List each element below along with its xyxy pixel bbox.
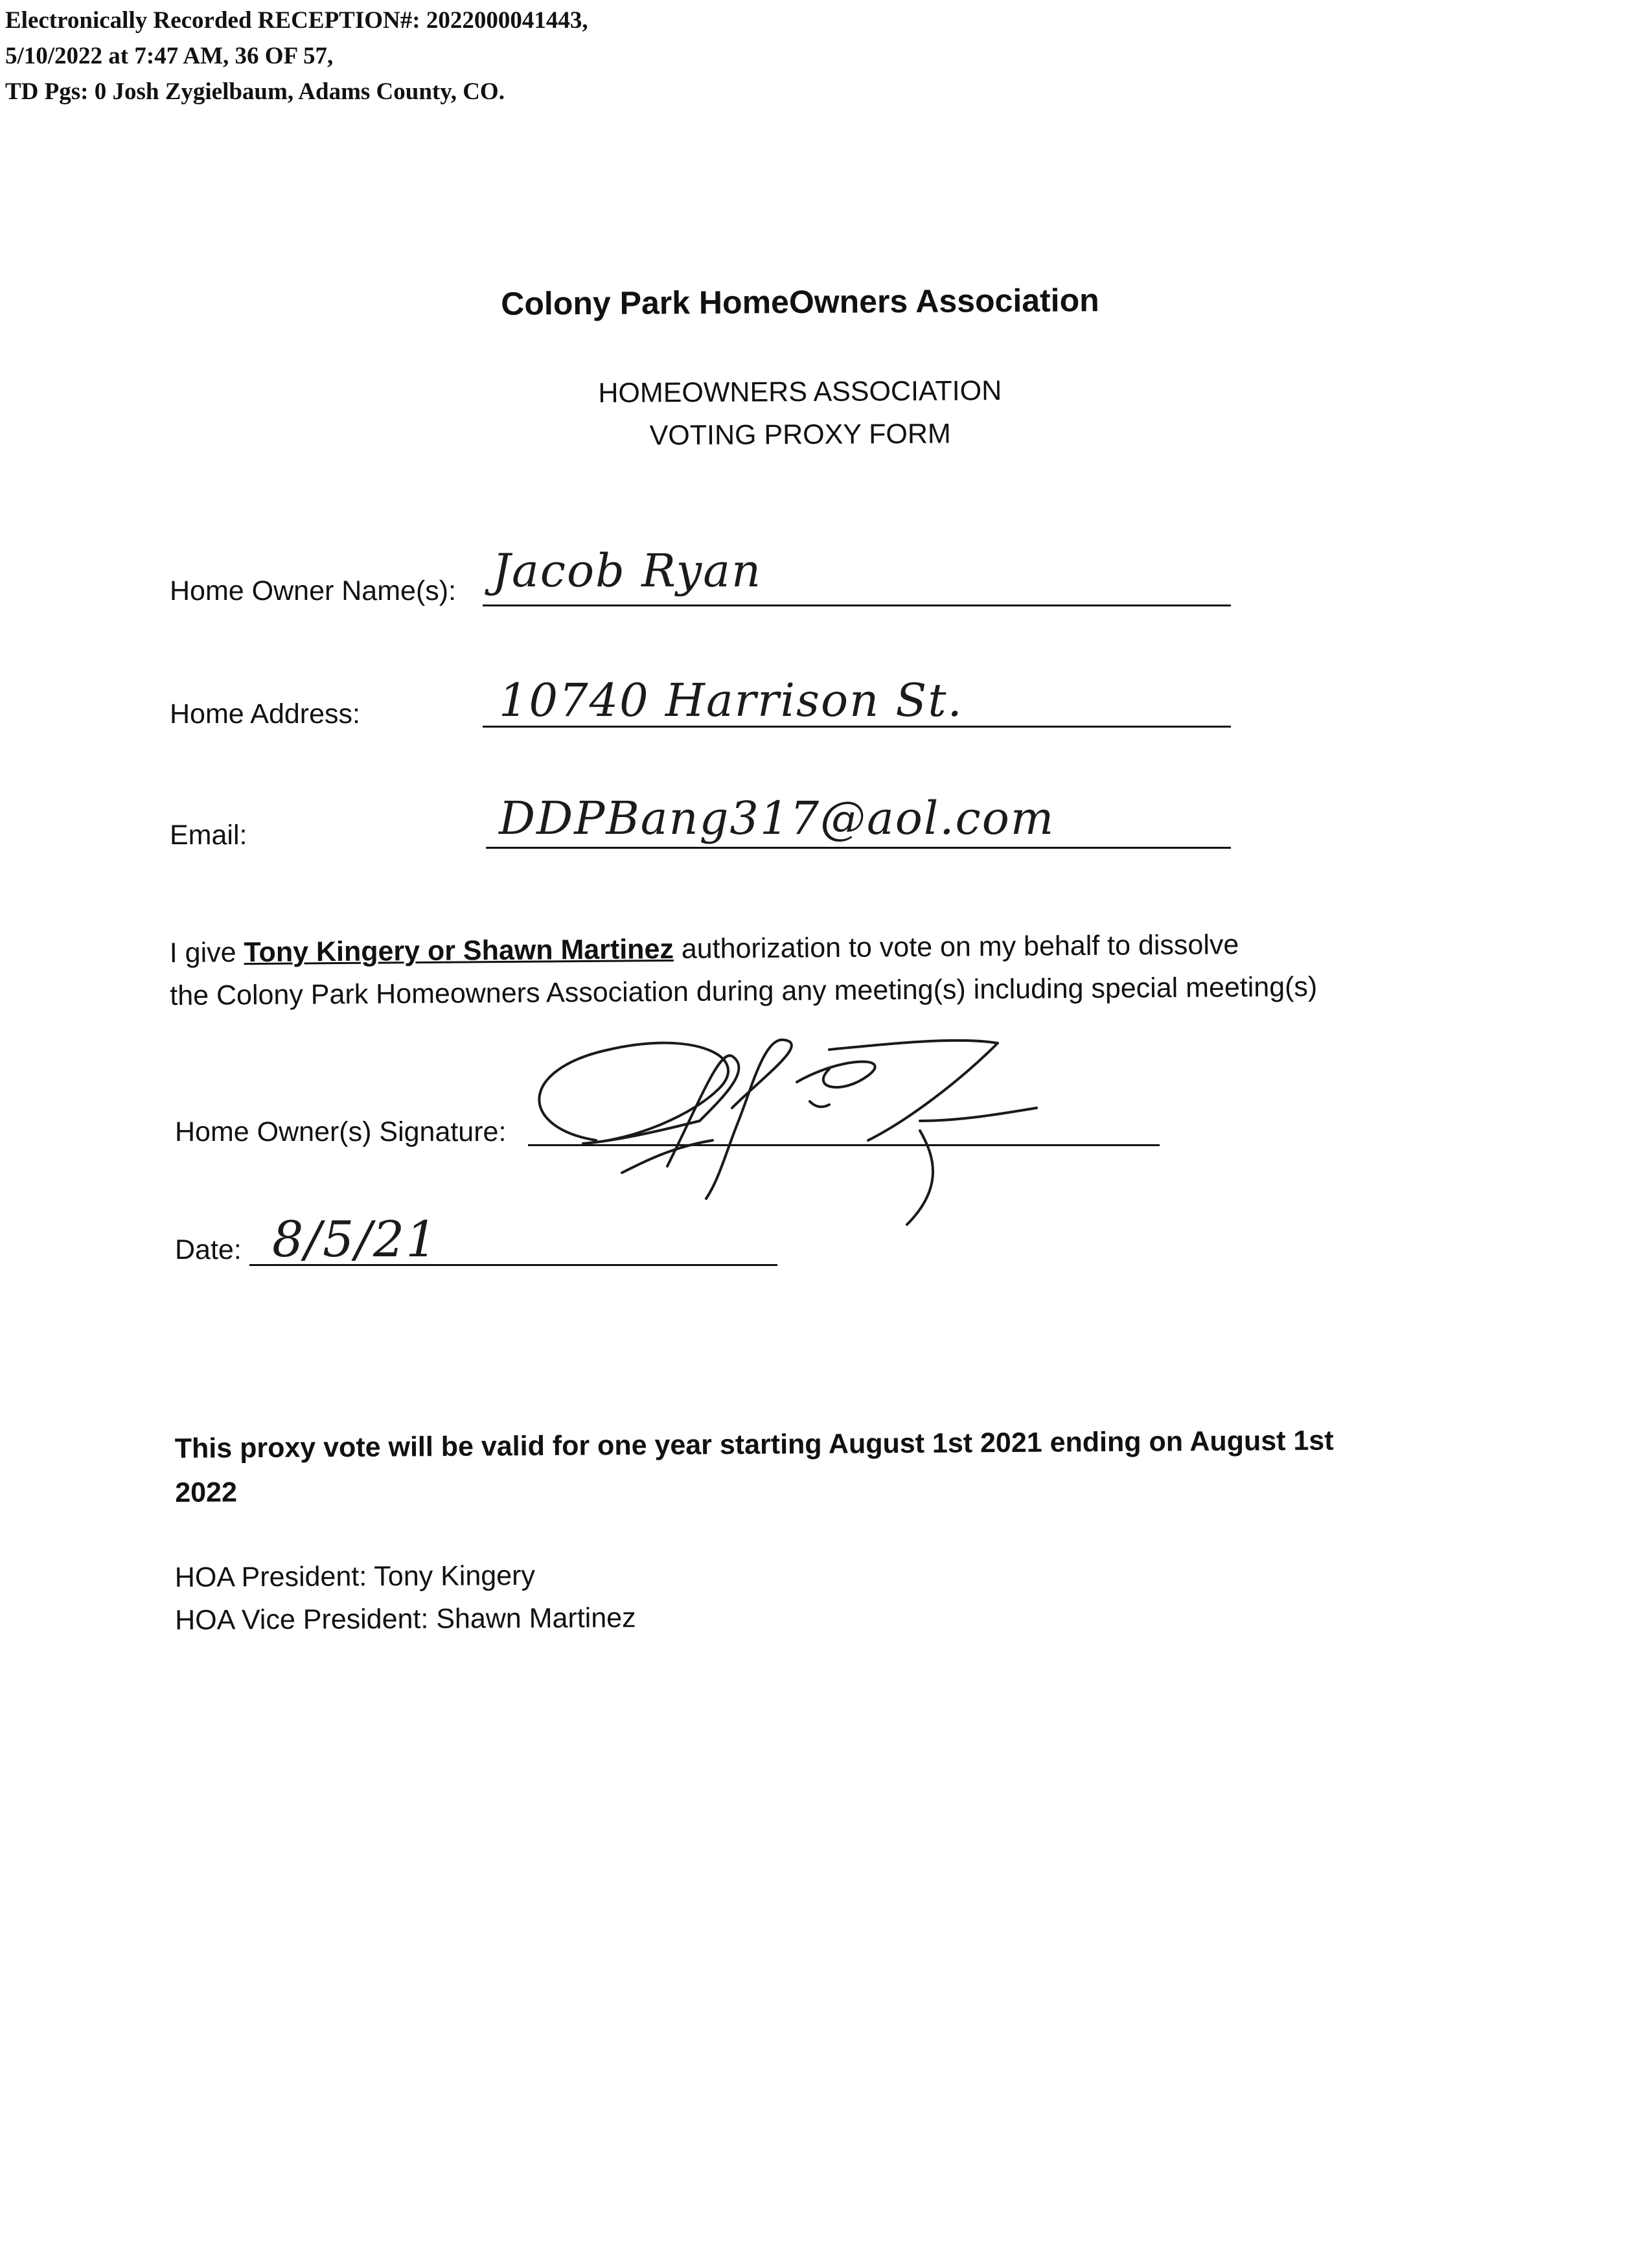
authorization-paragraph <box>170 921 1498 1017</box>
hoa-vice-president: HOA Vice President: Shawn Martinez <box>175 1602 636 1636</box>
hoa-officers <box>175 1554 636 1642</box>
email-label: Email: <box>170 820 247 851</box>
organization-title: Colony Park HomeOwners Association <box>501 282 1099 322</box>
hoa-president: HOA President: Tony Kingery <box>174 1560 536 1593</box>
validity-line-2: 2022 <box>175 1477 238 1508</box>
owner-name-label: Home Owner Name(s): <box>170 575 457 606</box>
validity-statement <box>175 1418 1471 1515</box>
signature-label: Home Owner(s) Signature: <box>175 1116 507 1147</box>
handwritten-signature <box>505 1017 1088 1238</box>
authorization-line-2: the Colony Park Homeowners Association during any meeting(s) including special meeting(s) <box>170 971 1318 1012</box>
authorization-line-1-rest: authorization to vote on my behalf to dissolve <box>673 929 1239 965</box>
validity-line-1: This proxy vote will be valid for one year starting August 1st 2021 ending on August 1st <box>174 1425 1334 1464</box>
recording-stamp <box>5 3 588 109</box>
date-label: Date: <box>175 1234 242 1265</box>
email-line[interactable] <box>486 847 1231 849</box>
address-value: 10740 Harrison St. <box>499 674 963 727</box>
owner-name-value: Jacob Ryan <box>492 544 763 597</box>
date-value: 8/5/21 <box>272 1210 439 1268</box>
owner-name-line[interactable] <box>483 604 1231 606</box>
form-title-line-2: VOTING PROXY FORM <box>649 418 951 452</box>
authorized-proxies: Tony Kingery or Shawn Martinez <box>244 933 674 969</box>
form-title <box>0 365 1600 461</box>
recording-stamp-line-1: Electronically Recorded RECEPTION#: 2022000041443, <box>5 7 588 34</box>
form-title-line-1: HOMEOWNERS ASSOCIATION <box>598 375 1002 409</box>
address-label: Home Address: <box>170 698 360 730</box>
email-value: DDPBang317@aol.com <box>499 792 1055 845</box>
authorization-prefix: I give <box>169 937 244 969</box>
recording-stamp-line-2: 5/10/2022 at 7:47 AM, 36 OF 57, <box>5 43 334 69</box>
recording-stamp-line-3: TD Pgs: 0 Josh Zygielbaum, Adams County, CO. <box>5 78 505 105</box>
